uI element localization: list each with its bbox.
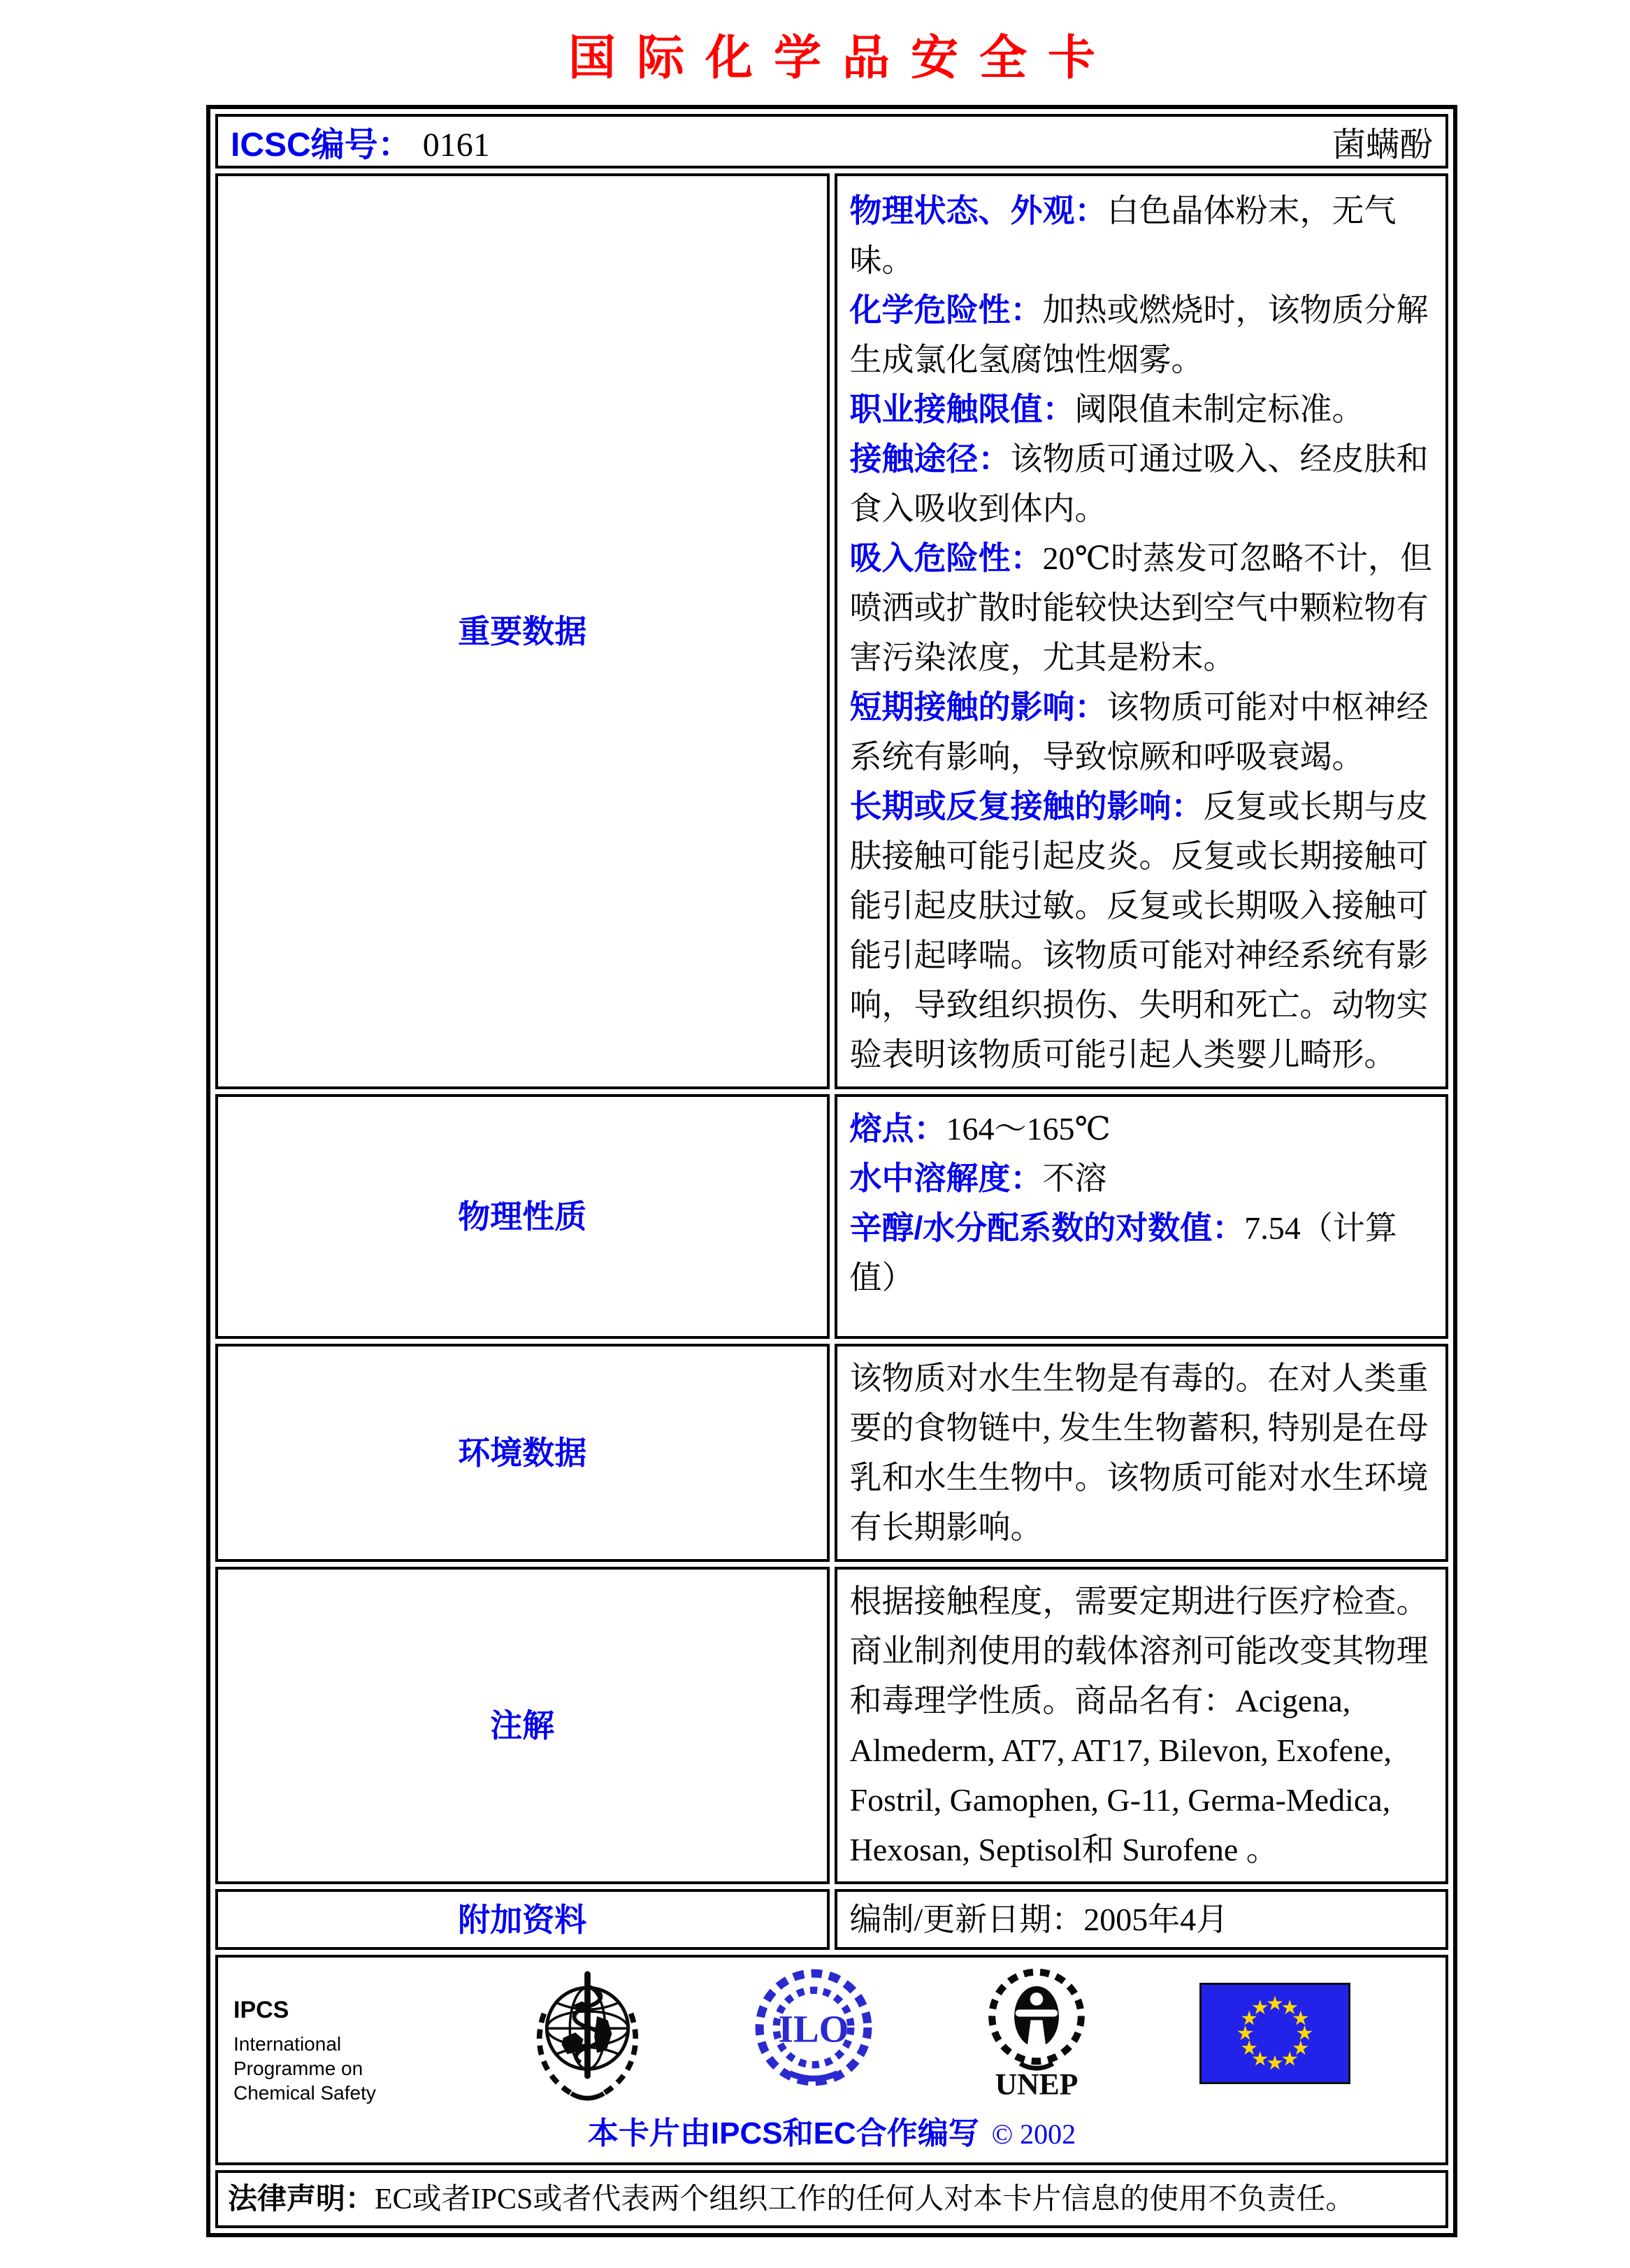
paragraph-text: 白色晶体粉末，无气味。 <box>849 193 1397 278</box>
paragraph-term: 辛醇/水分配系数的对数值： <box>849 1210 1245 1246</box>
physical-properties-row <box>215 1094 1448 1339</box>
paragraph-text: 该物质可能对中枢神经系统有影响，导致惊厥和呼吸衰竭。 <box>849 689 1429 775</box>
ilo-logo-text: ILO <box>778 2007 849 2051</box>
environmental-data-content <box>835 1344 1449 1562</box>
important-data-content <box>835 173 1449 1089</box>
paragraph-term: 化学危险性： <box>849 292 1043 328</box>
additional-info-label: 附加资料 <box>215 1889 830 1950</box>
icsc-card-table <box>206 105 1457 2237</box>
additional-info-content <box>835 1889 1449 1950</box>
paragraph-term: 水中溶解度： <box>849 1160 1043 1196</box>
logo-row <box>229 1967 1434 2105</box>
chemical-name: 菌螨酚 <box>1332 126 1433 164</box>
ipcs-title: IPCS <box>233 1997 289 2023</box>
paragraph-term: 职业接触限值： <box>849 391 1075 427</box>
notes-label: 注解 <box>215 1567 830 1884</box>
ipcs-subtitle-line: International <box>233 2033 342 2055</box>
legal-row <box>215 2170 1448 2228</box>
header-row <box>215 114 1448 168</box>
who-logo-icon <box>526 1967 649 2103</box>
paragraph-text: 164～165℃ <box>946 1111 1111 1147</box>
paragraph-water-solubility <box>850 1154 1434 1203</box>
footer-row <box>215 1955 1448 2165</box>
additional-info-row <box>215 1889 1448 1950</box>
paragraph-long-term-effects <box>850 782 1434 1079</box>
notes-content <box>835 1567 1449 1884</box>
paragraph-text: 反复或长期与皮肤接触可能引起皮炎。反复或长期接触可能引起皮肤过敏。反复或长期吸入接触可能引起哮喘。该物质可能对神经系统有影响，导致组织损伤、失明和死亡。动物实验表明该物质可能引起人类婴儿畸形。 <box>849 789 1429 1072</box>
page-title: 国际化学品安全卡 <box>568 30 1116 86</box>
notes-text: 根据接触程度，需要定期进行医疗检查。商业制剂使用的载体溶剂可能改变其物理和毒理学性质。商品名有：Acigena, Almederm, AT7, AT17, Bilevon, Exofene, Fostril, Gamophen, G-11, Germa-Medica, Hexosan, Septisol和 Surofene 。 <box>849 1584 1429 1867</box>
physical-properties-label: 物理性质 <box>215 1094 830 1339</box>
copyright-text: © 2002 <box>991 2118 1076 2150</box>
environmental-data-row <box>215 1344 1448 1562</box>
paragraph-text: 该物质可通过吸入、经皮肤和食入吸收到体内。 <box>849 441 1429 526</box>
important-data-label: 重要数据 <box>215 173 830 1089</box>
icsc-number-label: ICSC编号： <box>231 126 412 164</box>
legal-text: EC或者IPCS或者代表两个组织工作的任何人对本卡片信息的使用不负责任。 <box>375 2183 1355 2216</box>
paragraph-term: 吸入危险性： <box>849 540 1043 576</box>
legal-label: 法律声明： <box>228 2182 375 2215</box>
paragraph-melting-point <box>850 1104 1434 1154</box>
unep-logo-text: UNEP <box>995 2067 1079 2099</box>
paragraph-term: 长期或反复接触的影响： <box>849 788 1204 824</box>
paragraph-term: 短期接触的影响： <box>849 689 1107 725</box>
paragraph-text: 不溶 <box>1042 1161 1107 1196</box>
update-date-term: 编制/更新日期： <box>849 1902 1084 1937</box>
ipcs-subtitle-line: Programme on <box>233 2058 363 2079</box>
credit-text: 本卡片由IPCS和EC合作编写 <box>587 2116 979 2151</box>
paragraph-text: 阈限值未制定标准。 <box>1074 392 1364 427</box>
notes-row <box>215 1567 1448 1884</box>
legal-cell <box>215 2170 1448 2228</box>
ilo-logo-icon <box>753 1967 874 2088</box>
paragraph-chemical-danger <box>850 285 1434 385</box>
icsc-number-group <box>231 117 490 166</box>
important-data-row <box>215 173 1448 1089</box>
header-cell <box>215 114 1448 168</box>
update-date <box>850 1895 1434 1944</box>
eu-flag-icon <box>1199 1983 1350 2084</box>
paragraph-text: 20℃时蒸发可忽略不计，但喷洒或扩散时能较快达到空气中颗粒物有害污染浓度，尤其是粉末。 <box>849 540 1432 675</box>
physical-properties-content <box>835 1094 1449 1339</box>
paragraph-term: 熔点： <box>849 1110 946 1147</box>
environmental-data-text: 该物质对水生生物是有毒的。在对人类重要的食物链中, 发生生物蓄积, 特别是在母乳和水生生物中。该物质可能对水生环境有长期影响。 <box>849 1361 1429 1545</box>
ipcs-text-block <box>233 1995 422 2105</box>
ipcs-subtitle-line: Chemical Safety <box>233 2082 376 2104</box>
footer-cell <box>215 1955 1448 2165</box>
update-date-value: 2005年4月 <box>1083 1902 1229 1937</box>
paragraph-short-term-effects <box>850 682 1434 782</box>
paragraph-partition-coefficient <box>850 1203 1434 1302</box>
paragraph-text: 加热或燃烧时，该物质分解生成氯化氢腐蚀性烟雾。 <box>849 292 1429 378</box>
credit-row <box>229 2108 1434 2158</box>
paragraph-term: 接触途径： <box>849 440 1011 477</box>
unep-logo-icon <box>978 1967 1095 2099</box>
paragraph-text: 7.54（计算值） <box>849 1210 1397 1296</box>
paragraph-term: 物理状态、外观： <box>849 192 1107 229</box>
paragraph-inhalation-risk <box>850 533 1434 682</box>
paragraph-exposure-limit <box>850 385 1434 434</box>
paragraph-physical-state <box>850 186 1434 285</box>
paragraph-exposure-route <box>850 434 1434 533</box>
environmental-data-label: 环境数据 <box>215 1344 830 1562</box>
icsc-number-value: 0161 <box>422 126 490 164</box>
